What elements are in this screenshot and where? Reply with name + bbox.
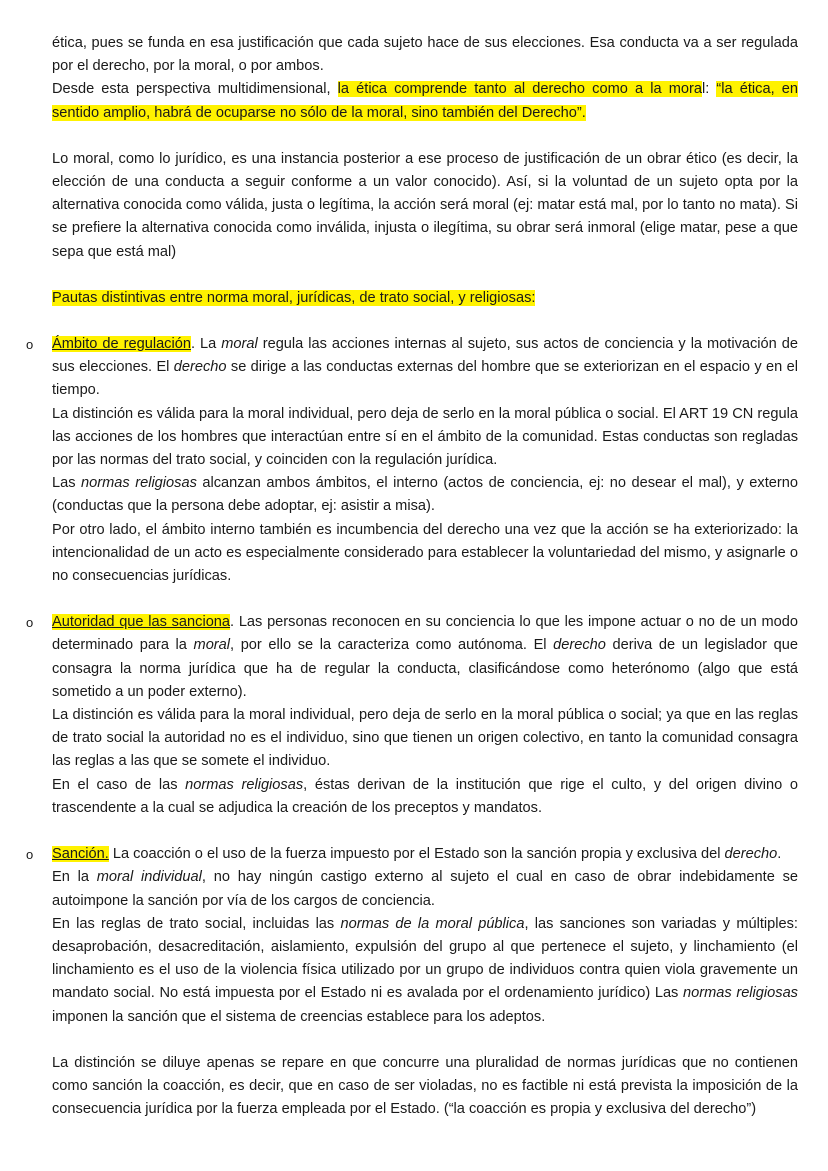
highlighted-quote: “la ética, en sentido amplio, habrá de ocuparse no sólo de la moral, sino también del Derecho”.: [52, 81, 798, 121]
text: . Las personas reconocen en su conciencia lo que les impone actuar o no de un modo determinado para la: [52, 614, 798, 654]
italic-term: moral: [221, 336, 258, 353]
italic-term: normas de la moral pública: [340, 915, 525, 932]
sancion-paragraph-2: [52, 866, 798, 912]
text: , no hay ningún castigo externo al sujeto el cual en caso de obrar indebidamente se autoimpone la sanción por vía de los cargos de conciencia.: [52, 869, 798, 909]
text: , por ello se la caracteriza como autónoma. El: [230, 637, 554, 654]
text: La distinción se diluye apenas se repare en que concurre una pluralidad de normas jurídicas que no contienen como sanción la coacción, es decir, que en caso de ser violadas, no es factible ni está prevista la imposición de la consecuencia jurídica por la fuerza empleada por el Estado. (“la coacción es propia y exclusiva del derecho”): [52, 1054, 798, 1118]
ambito-paragraph-2: [52, 403, 798, 473]
text: En el caso de las: [52, 776, 186, 793]
text: La distinción es válida para la moral individual, pero deja de serlo en la moral pública o social; ya que en las reglas de trato social la autoridad no es el individuo, sino que tienen un origen colectivo, en tanto la comunidad consagra las reglas a las que se somete el individuo.: [52, 707, 798, 770]
text: , las sanciones son variadas y múltiples: desaprobación, desacreditación, aislamiento, expulsión del grupo al que pertenece el sujeto, y linchamiento (el linchamiento es el uso de la violencia física utilizado por un grupo de individuos contra quien viola gravemente un mandato social. No está impuesta por el Estado ni es avalada por el ordenamiento jurídico) Las: [52, 915, 798, 1002]
italic-term: normas religiosas: [185, 776, 304, 793]
text: , éstas derivan de la institución que rige el culto, y del origen divino o trascendente a la cual se adjudica la creación de los preceptos y mandatos.: [52, 776, 799, 816]
sancion-paragraph-1: [52, 843, 798, 866]
text: Desde esta perspectiva multidimensional,: [52, 81, 338, 98]
italic-term: derecho: [173, 359, 227, 376]
italic-term: moral: [193, 637, 231, 654]
italic-term: normas religiosas: [683, 985, 798, 1002]
italic-term: moral individual: [96, 869, 202, 886]
item-title: Sanción.: [52, 846, 109, 863]
ambito-paragraph-3: [52, 472, 798, 518]
italic-term: derecho: [553, 637, 606, 654]
paragraph-conclusion: [52, 1052, 798, 1122]
text: En las reglas de trato social, incluidas las: [52, 915, 341, 932]
text: regula las acciones internas al sujeto, sus actos de conciencia y la motivación de sus elecciones. El: [52, 336, 798, 376]
bullet-icon: o: [26, 615, 34, 631]
paragraph-moral-juridico: [52, 148, 798, 264]
italic-term: derecho: [724, 846, 778, 863]
section-heading: [52, 287, 798, 310]
document-page: [26, 32, 799, 1121]
text: Lo moral, como lo jurídico, es una instancia posterior a ese proceso de justificación de un obrar ético (es decir, la elección de una conducta a seguir conforme a un valor conocido). Así, si la voluntad de un sujeto opta por la alternativa conocida como válida, justa o legítima, la acción será moral (ej: matar está mal, por lo tanto no mata). Si se prefiere la alternativa conocida como inválida, injusta o ilegítima, su obrar será inmoral (elige matar, pese a que sepa que está mal): [52, 150, 798, 260]
text: l:: [701, 81, 717, 98]
sancion-paragraph-3: [52, 913, 798, 1029]
text: .: [777, 846, 782, 863]
list-item-ambito: [26, 333, 798, 588]
item-title: Ámbito de regulación: [52, 336, 191, 353]
text: imponen la sanción que el sistema de creencias establece para los adeptos.: [52, 1008, 546, 1025]
bullet-icon: o: [26, 337, 34, 353]
text: . La: [190, 336, 222, 353]
text: En la: [52, 869, 97, 886]
highlighted-text: la ética comprende tanto al derecho como a la mora: [337, 81, 702, 98]
text: se dirige a las conductas externas del hombre que se exteriorizan en el espacio y en el tiempo.: [52, 359, 798, 399]
autoridad-paragraph-3: [52, 774, 798, 820]
paragraph-perspective: [52, 78, 798, 124]
autoridad-paragraph-1: [52, 611, 798, 704]
text: Por otro lado, el ámbito interno también es incumbencia del derecho una vez que la acción se ha exteriorizado: la intencionalidad de un acto es especialmente considerado para establecer la voluntariedad del mismo, y asignarle o no consecuencias jurídicas.: [52, 521, 798, 585]
italic-term: normas religiosas: [81, 475, 197, 492]
text: Las: [52, 475, 82, 492]
ambito-paragraph-4: [52, 519, 798, 589]
text: alcanzan ambos ámbitos, el interno (actos de conciencia, ej: no desear el mal), y externo (conductas que la persona debe adoptar, ej: asistir a misa).: [52, 475, 798, 515]
text: deriva de un legislador que consagra la norma jurídica que ha de regular la conducta, clasificándose como heterónomo (algo que está sometido a un poder externo).: [52, 637, 798, 700]
ambito-paragraph-1: [52, 333, 798, 403]
bullet-icon: o: [26, 847, 34, 863]
text: La distinción es válida para la moral individual, pero deja de serlo en la moral pública o social. El ART 19 CN regula las acciones de los hombres que interactúan entre sí en el ámbito de la comunidad. Estas conductas son regladas por las normas del trato social, y coinciden con la regulación jurídica.: [52, 405, 798, 469]
list-item-sancion: [26, 843, 798, 1029]
text: La coacción o el uso de la fuerza impuesto por el Estado son la sanción propia y exclusiva del: [108, 846, 725, 863]
highlighted-heading: Pautas distintivas entre norma moral, jurídicas, de trato social, y religiosas:: [52, 289, 536, 306]
text: ética, pues se funda en esa justificación que cada sujeto hace de sus elecciones. Esa conducta va a ser regulada por el derecho, por la moral, o por ambos.: [52, 35, 798, 75]
autoridad-paragraph-2: [52, 704, 798, 774]
item-title: Autoridad que las sanciona: [52, 614, 231, 631]
list-item-autoridad: [26, 611, 799, 820]
paragraph-intro: [52, 32, 798, 78]
